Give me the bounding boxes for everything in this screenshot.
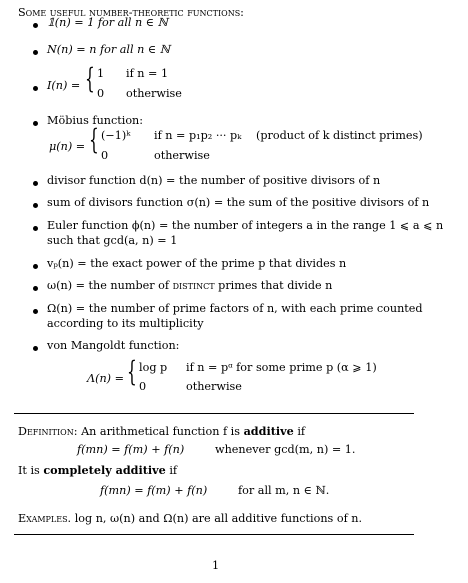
item-mobius-label: Möbius function: — [47, 114, 144, 127]
item-omega-pre: ω(n) = the number of — [47, 279, 170, 292]
horizontal-rule — [14, 413, 414, 414]
examples-text: log n, ω(n) and Ω(n) are all additive functions of n. — [74, 512, 363, 525]
item-mobius-case1-condition: if n = p₁p₂ ··· pₖ — [154, 129, 242, 142]
definition-text-post: if — [297, 425, 306, 438]
item-mobius-case2-condition: otherwise — [154, 149, 210, 162]
horizontal-rule — [14, 534, 414, 535]
bullet — [33, 346, 38, 351]
bullet — [33, 23, 38, 28]
bullet — [33, 309, 38, 314]
definition-line — [18, 424, 305, 439]
bullet — [33, 264, 38, 269]
item-unit-function: 𝟙(n) = 1 for all n ∈ ℕ — [47, 16, 168, 29]
completely-pre: It is — [18, 464, 40, 477]
item-p-adic-valuation: vₚ(n) = the exact power of the prime p that divides n — [47, 257, 347, 270]
definition-additive-word: additive — [243, 424, 294, 438]
item-I-case1-value: 1 — [97, 67, 105, 80]
left-brace: { — [89, 123, 99, 156]
completely-post: if — [169, 464, 178, 477]
item-mangoldt-label: von Mangoldt function: — [47, 339, 180, 352]
item-mobius-lhs: μ(n) = — [49, 140, 86, 153]
item-mobius-case1-note: (product of k distinct primes) — [256, 129, 423, 142]
bullet — [33, 121, 38, 126]
item-identity-function: N(n) = n for all n ∈ ℕ — [47, 43, 170, 56]
item-mangoldt-case2-condition: otherwise — [186, 380, 242, 393]
item-big-omega-line2: according to its multiplicity — [47, 317, 204, 330]
item-omega — [47, 279, 332, 293]
page-number: 1 — [212, 559, 220, 572]
left-brace: { — [127, 355, 137, 388]
bullet — [33, 181, 38, 186]
definition-equation-2: f(mn) = f(m) + f(n) — [100, 484, 208, 497]
item-big-omega-line1: Ω(n) = the number of prime factors of n, with each prime counted — [47, 302, 423, 315]
item-mangoldt-lhs: Λ(n) = — [87, 372, 124, 385]
completely-additive-line — [18, 463, 177, 478]
item-omega-distinct: distinct — [172, 279, 215, 292]
item-mobius-case2-value: 0 — [101, 149, 109, 162]
item-mangoldt-case2-value: 0 — [139, 380, 147, 393]
item-I-lhs: I(n) = — [47, 79, 81, 92]
item-I-case2-value: 0 — [97, 87, 105, 100]
bullet — [33, 286, 38, 291]
item-mangoldt-case1-value: log p — [139, 361, 168, 374]
definition-head: Definition: — [18, 425, 78, 438]
item-I-case2-condition: otherwise — [126, 87, 182, 100]
completely-additive-word: completely additive — [43, 463, 166, 477]
item-euler-line2: such that gcd(a, n) = 1 — [47, 234, 178, 247]
definition-equation-1: f(mn) = f(m) + f(n) — [77, 443, 185, 456]
item-sum-of-divisors: sum of divisors function σ(n) = the sum of the positive divisors of n — [47, 196, 430, 209]
item-omega-post: primes that divide n — [218, 279, 333, 292]
item-I-case1-condition: if n = 1 — [126, 67, 169, 80]
item-mobius-case1-value: (−1)ᵏ — [101, 129, 131, 142]
bullet — [33, 86, 38, 91]
left-brace: { — [85, 62, 95, 95]
bullet — [33, 203, 38, 208]
definition-equation-1-condition: whenever gcd(m, n) = 1. — [215, 443, 356, 456]
examples-head: Examples. — [18, 512, 72, 525]
definition-text-pre: An arithmetical function f is — [81, 425, 240, 438]
examples-line — [18, 512, 362, 526]
section-title: Some useful number-theoretic functions: — [18, 6, 244, 19]
definition-equation-2-condition: for all m, n ∈ ℕ. — [238, 484, 330, 497]
item-mangoldt-case1-condition: if n = pᵅ for some prime p (α ⩾ 1) — [186, 361, 377, 374]
bullet — [33, 226, 38, 231]
item-divisor-function: divisor function d(n) = the number of positive divisors of n — [47, 174, 381, 187]
item-euler-line1: Euler function ϕ(n) = the number of integers a in the range 1 ⩽ a ⩽ n — [47, 219, 444, 232]
bullet — [33, 50, 38, 55]
